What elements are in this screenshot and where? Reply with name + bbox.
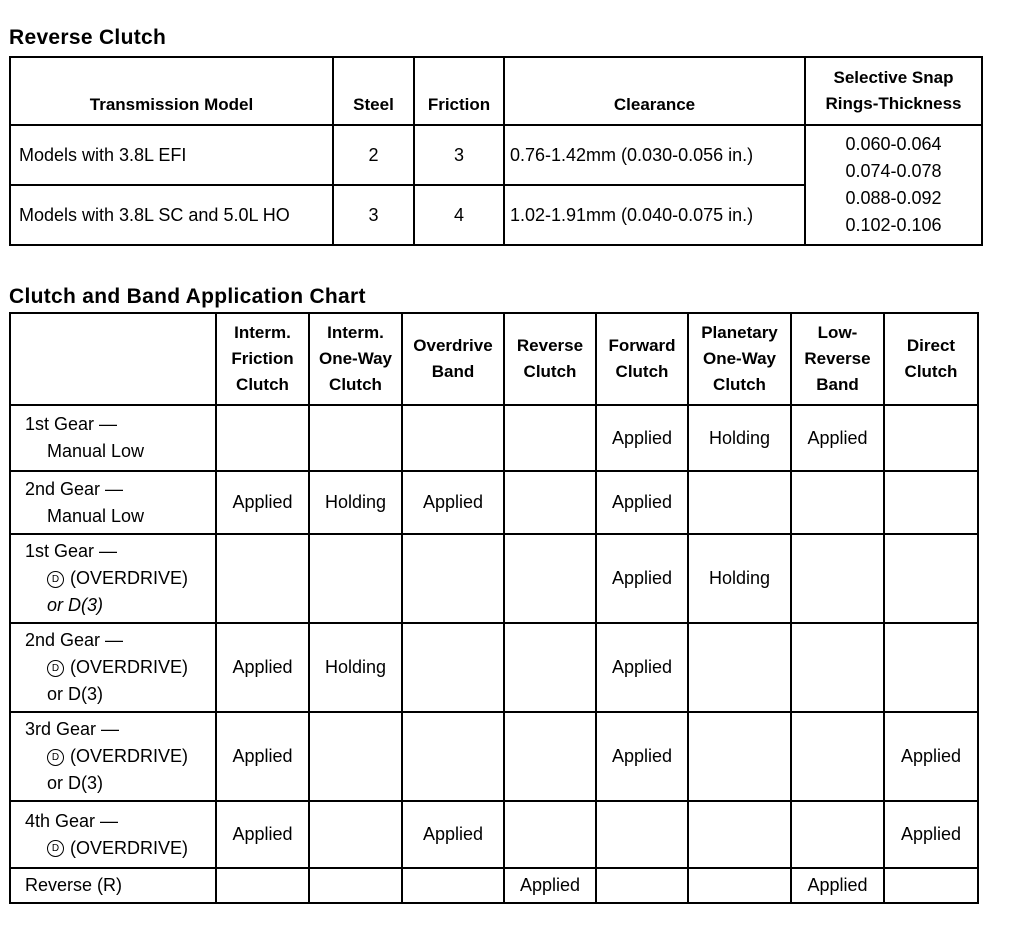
status-cell (791, 471, 884, 534)
application-chart-table (9, 312, 979, 904)
snap-ring-value: 0.102-0.106 (845, 215, 942, 235)
status-cell (596, 801, 688, 868)
gear-label (10, 712, 216, 801)
status-cell (402, 623, 504, 712)
header-line: Band (816, 375, 859, 394)
model-cell: Models with 3.8L EFI (10, 125, 333, 185)
status-cell (791, 534, 884, 623)
header-overdrive-band (402, 313, 504, 405)
clearance-cell: 0.76-1.42mm (0.030-0.056 in.) (504, 125, 805, 185)
header-interm-one-way-clutch (309, 313, 402, 405)
gear-line (25, 654, 215, 681)
status-cell (596, 868, 688, 903)
header-forward-clutch (596, 313, 688, 405)
status-cell: Applied (596, 623, 688, 712)
header-transmission-model: Transmission Model (10, 57, 333, 125)
gear-line: Manual Low (47, 505, 145, 526)
status-cell: Applied (596, 471, 688, 534)
status-cell (402, 712, 504, 801)
gear-line: 1st Gear — (25, 414, 118, 434)
steel-cell: 3 (333, 185, 414, 245)
gear-line: or D(3) (47, 773, 104, 793)
status-cell (504, 712, 596, 801)
gear-line (25, 743, 215, 770)
header-planetary-one-way-clutch (688, 313, 791, 405)
status-cell (884, 405, 978, 471)
header-steel: Steel (333, 57, 414, 125)
model-cell: Models with 3.8L SC and 5.0L HO (10, 185, 333, 245)
gear-line (25, 835, 215, 862)
status-cell (402, 534, 504, 623)
gear-label: Reverse (R) (10, 868, 216, 903)
friction-cell: 3 (414, 125, 504, 185)
drive-circle-icon: D (47, 571, 64, 588)
header-line: Band (431, 362, 475, 381)
reverse-clutch-table (9, 56, 983, 246)
status-cell (309, 534, 402, 623)
table-row (10, 405, 978, 471)
status-cell: Holding (688, 405, 791, 471)
table-row (10, 534, 978, 623)
gear-line-text: (OVERDRIVE) (70, 568, 189, 588)
status-cell (504, 405, 596, 471)
header-clearance: Clearance (504, 57, 805, 125)
status-cell (688, 623, 791, 712)
table-row (10, 868, 978, 903)
header-line: One-Way (702, 349, 777, 368)
gear-line (25, 565, 215, 592)
table-row (10, 125, 982, 185)
gear-line-text: (OVERDRIVE) (70, 837, 189, 858)
header-line: Forward (608, 336, 676, 355)
status-cell: Applied (402, 471, 504, 534)
status-cell: Applied (596, 712, 688, 801)
chart-header-row (10, 313, 978, 405)
gear-line: 3rd Gear — (25, 719, 120, 739)
header-friction: Friction (414, 57, 504, 125)
status-cell (791, 623, 884, 712)
header-snap-line2: Rings-Thickness (825, 94, 962, 113)
header-line: Clutch (523, 362, 577, 381)
header-line: Reverse (804, 349, 871, 368)
status-cell (884, 471, 978, 534)
clearance-cell: 1.02-1.91mm (0.040-0.075 in.) (504, 185, 805, 245)
snap-rings-cell (805, 125, 982, 245)
drive-circle-icon: D (47, 749, 64, 766)
header-line: Clutch (713, 375, 766, 394)
status-cell (504, 801, 596, 868)
header-blank (10, 313, 216, 405)
status-cell: Applied (504, 868, 596, 903)
status-cell (402, 868, 504, 903)
status-cell (884, 868, 978, 903)
reverse-clutch-title: Reverse Clutch (9, 26, 167, 49)
header-line: Friction (231, 349, 294, 368)
status-cell: Applied (216, 801, 309, 868)
header-line: Low- (817, 323, 858, 342)
status-cell (791, 801, 884, 868)
status-cell (884, 534, 978, 623)
status-cell (216, 868, 309, 903)
gear-line: 4th Gear — (25, 810, 119, 831)
gear-line: or D(3) (47, 684, 104, 704)
table-header-row (10, 57, 982, 125)
table-row (10, 712, 978, 801)
gear-label (10, 471, 216, 534)
gear-label (10, 534, 216, 623)
header-line: Planetary (701, 323, 778, 342)
gear-line-text: (OVERDRIVE) (70, 746, 189, 766)
status-cell: Holding (309, 471, 402, 534)
status-cell: Applied (216, 623, 309, 712)
header-line: Clutch (615, 362, 669, 381)
gear-line: Manual Low (47, 441, 145, 461)
status-cell (688, 471, 791, 534)
status-cell (688, 868, 791, 903)
status-cell: Applied (791, 405, 884, 471)
status-cell (884, 623, 978, 712)
status-cell (402, 405, 504, 471)
header-line: Direct (906, 336, 956, 355)
header-snap-line1: Selective Snap (833, 68, 954, 87)
header-line: One-Way (318, 349, 393, 368)
status-cell (309, 405, 402, 471)
header-line: Interm. (234, 323, 291, 342)
header-line: Clutch (329, 375, 382, 394)
status-cell: Applied (596, 534, 688, 623)
status-cell: Holding (309, 623, 402, 712)
status-cell (309, 868, 402, 903)
status-cell (309, 801, 402, 868)
header-snap-rings (805, 57, 982, 125)
status-cell (688, 712, 791, 801)
gear-line: or D(3) (47, 595, 104, 615)
header-direct-clutch (884, 313, 978, 405)
status-cell: Applied (596, 405, 688, 471)
application-chart-title: Clutch and Band Application Chart (9, 285, 366, 308)
table-row (10, 801, 978, 868)
status-cell (216, 534, 309, 623)
header-line: Clutch (236, 375, 289, 394)
gear-label (10, 801, 216, 868)
steel-cell: 2 (333, 125, 414, 185)
status-cell (791, 712, 884, 801)
status-cell (504, 471, 596, 534)
gear-label (10, 405, 216, 471)
status-cell: Applied (791, 868, 884, 903)
snap-ring-value: 0.074-0.078 (845, 161, 942, 181)
header-line: Clutch (904, 362, 958, 381)
gear-line: 2nd Gear — (25, 630, 124, 650)
gear-line: 2nd Gear — (25, 478, 124, 499)
header-reverse-clutch (504, 313, 596, 405)
header-line: Overdrive (413, 336, 493, 355)
status-cell: Applied (216, 471, 309, 534)
status-cell (504, 623, 596, 712)
drive-circle-icon: D (47, 660, 64, 677)
header-interm-friction-clutch (216, 313, 309, 405)
status-cell (216, 405, 309, 471)
drive-circle-icon: D (47, 840, 64, 857)
status-cell (688, 801, 791, 868)
status-cell: Applied (216, 712, 309, 801)
snap-ring-value: 0.060-0.064 (845, 134, 942, 154)
status-cell: Holding (688, 534, 791, 623)
status-cell (309, 712, 402, 801)
status-cell: Applied (884, 712, 978, 801)
status-cell: Applied (402, 801, 504, 868)
status-cell: Applied (884, 801, 978, 868)
gear-line-text: (OVERDRIVE) (70, 657, 189, 677)
header-line: Interm. (327, 323, 384, 342)
table-row (10, 471, 978, 534)
header-line: Reverse (516, 336, 584, 355)
header-low-reverse-band (791, 313, 884, 405)
gear-label (10, 623, 216, 712)
gear-line: 1st Gear — (25, 541, 118, 561)
status-cell (504, 534, 596, 623)
friction-cell: 4 (414, 185, 504, 245)
snap-ring-value: 0.088-0.092 (845, 188, 942, 208)
table-row (10, 623, 978, 712)
